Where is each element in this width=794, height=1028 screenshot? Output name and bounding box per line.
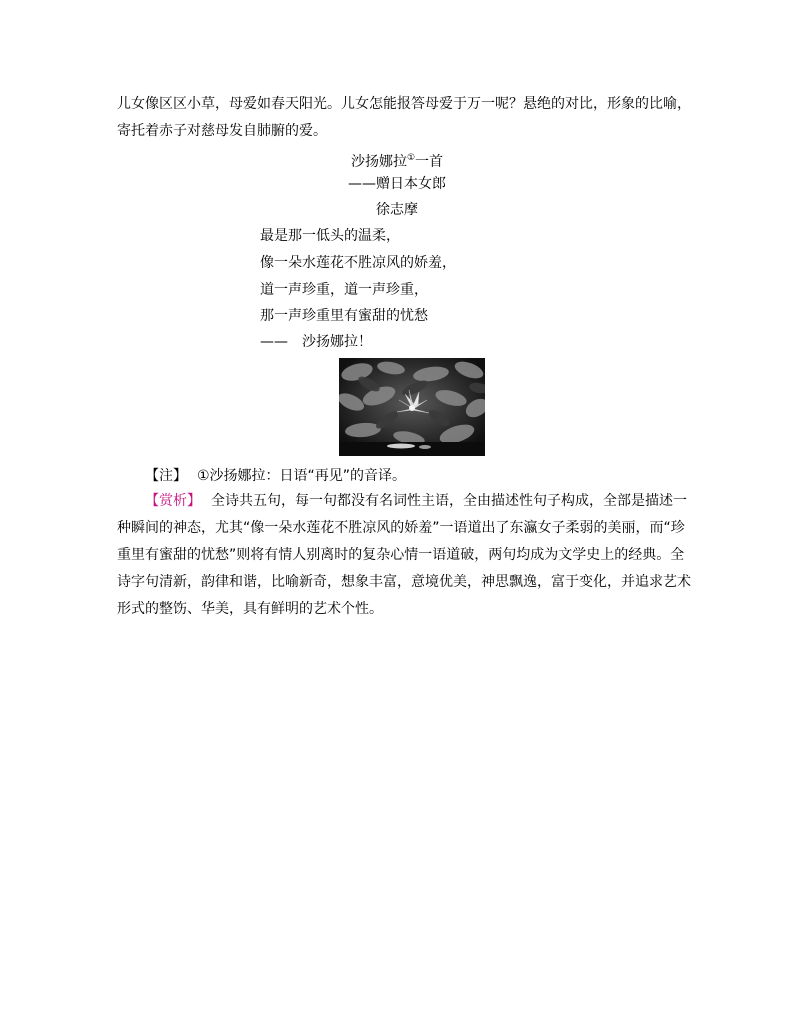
poem-line: 道一声珍重，道一声珍重， [260,282,428,298]
poem-title-suffix: 一首 [415,154,444,170]
analysis-first-line [145,491,687,511]
note-text: ①沙扬娜拉：日语“再见”的音译。 [197,468,407,484]
intro-line-1: 儿女像区区小草，母爱如春天阳光。儿女怎能报答母爱于万一呢？悬绝的对比，形象的比喻， [117,96,691,112]
water-lily-photo [339,358,485,456]
water-lily-photo-icon [339,358,485,456]
poem-author: 徐志摩 [376,202,418,218]
poem-line: 最是那一低头的温柔， [260,228,400,244]
analysis-line: 全诗共五句，每一句都没有名词性主语，全由描述性句子构成，全部是描述一 [211,493,687,509]
note-tag: 【注】 [145,468,187,484]
analysis-line: 重里有蜜甜的忧愁”则将有情人别离时的复杂心情一语道破，两句均成为文学史上的经典。全 [117,547,685,563]
footnote-marker: ① [406,153,416,163]
poem-line: —— 沙扬娜拉！ [260,334,372,350]
poem-title-text: 沙扬娜拉 [350,154,407,170]
poem-title [0,148,794,172]
analysis-line: 种瞬间的神态，尤其“像一朵水莲花不胜凉风的娇羞”一语道出了东瀛女子柔弱的美丽，而“珍 [117,520,685,536]
note-line [145,466,406,486]
poem-line: 像一朵水莲花不胜凉风的娇羞， [260,255,456,271]
intro-line-2: 寄托着赤子对慈母发自肺腑的爱。 [117,123,327,139]
analysis-line: 形式的整饬、华美，具有鲜明的艺术个性。 [117,601,383,617]
analysis-tag: 【赏析】 [145,493,201,509]
analysis-line: 诗字句清新，韵律和谐，比喻新奇，想象丰富，意境优美，神思飘逸，富于变化，并追求艺术 [117,574,691,590]
poem-line: 那一声珍重里有蜜甜的忧愁 [260,308,428,324]
poem-subtitle: ——赠日本女郎 [348,176,446,192]
